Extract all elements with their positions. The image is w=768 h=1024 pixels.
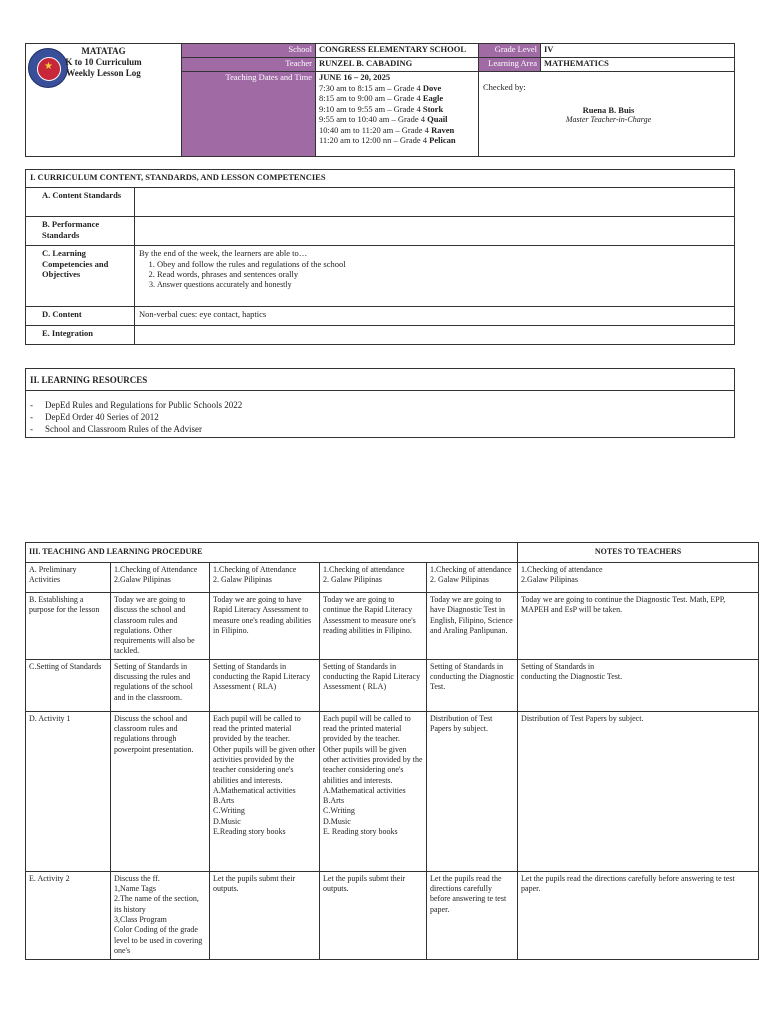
table-cell: Let the pupils read the directions carefully before answering te test paper. bbox=[518, 871, 759, 959]
competencies-intro: By the end of the week, the learners are able to… bbox=[139, 248, 308, 258]
list-item: 3. Answer questions accurately and honestly bbox=[157, 280, 730, 291]
list-item: - DepEd Order 40 Series of 2012 bbox=[30, 411, 730, 423]
checked-by-cell bbox=[479, 72, 735, 157]
schedule-grade: – Grade 4 bbox=[385, 103, 423, 114]
schedule-section: Quail bbox=[427, 114, 448, 124]
schedule-row bbox=[319, 83, 478, 94]
row-label: B. Establishing a purpose for the lesson bbox=[26, 593, 111, 660]
integration-value bbox=[135, 326, 735, 345]
content-standards-value bbox=[135, 188, 735, 217]
schedule-section: Stork bbox=[422, 103, 444, 114]
content-standards-label: A. Content Standards bbox=[26, 188, 135, 217]
list-item: 2. Read words, phrases and sentences orally bbox=[157, 269, 730, 280]
integration-label: E. Integration bbox=[26, 326, 135, 345]
table-cell: Setting of Standards in conducting the Rapid Literacy Assessment ( RLA) bbox=[320, 659, 427, 711]
schedule-grade: – Grade 4 bbox=[385, 93, 423, 103]
schedule-time: 9:55 am to 10:40 am bbox=[319, 114, 390, 124]
table-row bbox=[26, 659, 759, 711]
resources-cell bbox=[26, 391, 735, 438]
resources-list bbox=[30, 399, 730, 435]
list-item: 1. Obey and follow the rules and regulations of the school bbox=[157, 259, 730, 270]
schedule-grade: – Grade 4 bbox=[391, 135, 430, 145]
procedure-body bbox=[26, 563, 759, 960]
schedule-section: Pelican bbox=[429, 135, 456, 145]
table-cell: Discuss the school and classroom rules and regulations through powerpoint presentation. bbox=[111, 711, 210, 871]
schedule-time: 7:30 am to 8:15 am bbox=[319, 82, 386, 93]
learning-area-value: MATHEMATICS bbox=[541, 58, 735, 72]
competencies-list bbox=[139, 259, 730, 291]
checker-title: Master Teacher-in-Charge bbox=[565, 115, 652, 124]
schedule-list bbox=[319, 83, 478, 146]
schedule-grade: – Grade 4 bbox=[389, 114, 428, 124]
schedule-time: 8:15 am to 9:00 am bbox=[319, 93, 386, 103]
table-row bbox=[26, 711, 759, 871]
table-cell: 1.Checking of Attendance 2. Galaw Pilipinas bbox=[210, 563, 320, 593]
content-label: D. Content bbox=[26, 307, 135, 326]
header-title: MATATAG K to 10 Curriculum Weekly Lesson Log bbox=[65, 46, 142, 78]
schedule-grade: – Grade 4 bbox=[393, 124, 432, 135]
learning-area-label: Learning Area bbox=[479, 58, 541, 72]
teacher-label: Teacher bbox=[182, 58, 316, 72]
row-label: E. Activity 2 bbox=[26, 871, 111, 959]
competencies-label: C. Learning Competencies and Objectives bbox=[26, 246, 135, 307]
row-label: A. Preliminary Activities bbox=[26, 563, 111, 593]
table-cell: Distribution of Test Papers by subject. bbox=[427, 711, 518, 871]
table-cell: Discuss the ff. 1,Name Tags 2.The name of the section, its history 3,Class Program Color Coding of the grade level to be used in covering one's bbox=[111, 871, 210, 959]
header-table bbox=[25, 43, 735, 157]
table-cell: Setting of Standards in conducting the Diagnostic Test. bbox=[427, 659, 518, 711]
table-cell: Today we are going to discuss the school and classroom rules and regulations. Other requirements will also be tackled. bbox=[111, 593, 210, 660]
grade-level-label: Grade Level bbox=[479, 44, 541, 58]
table-cell: 1.Checking of Attendance 2.Galaw Pilipinas bbox=[111, 563, 210, 593]
schedule-time: 10:40 am to 11:20 am bbox=[319, 124, 394, 135]
teaching-dates-label: Teaching Dates and Time bbox=[182, 72, 316, 157]
table-cell: Setting of Standards in conducting the Diagnostic Test. bbox=[518, 659, 759, 711]
list-item: - DepEd Rules and Regulations for Public Schools 2022 bbox=[30, 399, 730, 411]
schedule-row bbox=[319, 114, 478, 125]
checked-by-label: Checked by: bbox=[483, 82, 526, 92]
checker-name: Ruena B. Buis bbox=[582, 104, 635, 115]
deped-seal-icon: ★ bbox=[28, 48, 68, 88]
procedure-table bbox=[25, 542, 759, 960]
table-cell: Distribution of Test Papers by subject. bbox=[518, 711, 759, 871]
table-row bbox=[26, 563, 759, 593]
schedule-time: 11:20 am to 12:00 nn bbox=[319, 135, 392, 145]
curriculum-table bbox=[25, 169, 735, 345]
performance-standards-label: B. Performance Standards bbox=[26, 217, 135, 246]
schedule-section: Eagle bbox=[422, 93, 444, 103]
schedule-time: 9:10 am to 9:55 am bbox=[319, 103, 386, 114]
header-logo-cell bbox=[26, 44, 182, 157]
competencies-value bbox=[135, 246, 735, 307]
school-value: CONGRESS ELEMENTARY SCHOOL bbox=[316, 44, 479, 58]
table-cell: Setting of Standards in conducting the Rapid Literacy Assessment ( RLA) bbox=[210, 659, 320, 711]
section1-title: I. CURRICULUM CONTENT, STANDARDS, AND LESSON COMPETENCIES bbox=[26, 170, 735, 188]
table-cell: 1.Checking of attendance 2.Galaw Pilipinas bbox=[518, 563, 759, 593]
table-cell: Each pupil will be called to read the printed material provided by the teacher. Other pupils will be given other activities provided by the teacher considering one's abilities and interests. A.Mathematical activities B.Arts C.Writing D.Music E.Reading story books bbox=[210, 711, 320, 871]
table-cell: Today we are going to continue the Rapid Literacy Assessment to measure one's reading abilities in Filipino. bbox=[320, 593, 427, 660]
table-cell: 1.Checking of attendance 2. Galaw Pilipinas bbox=[320, 563, 427, 593]
table-row bbox=[26, 593, 759, 660]
schedule-row bbox=[319, 125, 478, 136]
schedule-section: Raven bbox=[431, 124, 455, 135]
schedule-row bbox=[319, 135, 478, 146]
schedule-grade: – Grade 4 bbox=[385, 82, 423, 93]
teaching-dates-value: JUNE 16 – 20, 2025 bbox=[319, 72, 391, 82]
schedule-section: Dove bbox=[422, 82, 442, 93]
table-cell: Today we are going to have Rapid Literacy Assessment to measure one's reading abilities in Filipino. bbox=[210, 593, 320, 660]
row-label: D. Activity 1 bbox=[26, 711, 111, 871]
resources-table bbox=[25, 368, 735, 438]
performance-standards-value bbox=[135, 217, 735, 246]
section2-title: II. LEARNING RESOURCES bbox=[26, 369, 735, 391]
table-cell: Today we are going to continue the Diagnostic Test. Math, EPP, MAPEH and EsP will be taken. bbox=[518, 593, 759, 660]
table-cell: Let the pupils read the directions carefully before answering te test paper. bbox=[427, 871, 518, 959]
table-cell: Each pupil will be called to read the printed material provided by the teacher. Other pupils will be given other activities provided by the teacher considering one's abilities and interests. A.Mathematical activities B.Arts C.Writing D.Music E. Reading story books bbox=[320, 711, 427, 871]
content-value: Non-verbal cues: eye contact, haptics bbox=[135, 307, 735, 326]
table-cell: Let the pupils submt their outputs. bbox=[210, 871, 320, 959]
section3-title: III. TEACHING AND LEARNING PROCEDURE bbox=[26, 543, 518, 563]
table-cell: 1.Checking of attendance 2. Galaw Pilipinas bbox=[427, 563, 518, 593]
school-label: School bbox=[182, 44, 316, 58]
table-cell: Let the pupils submt their outputs. bbox=[320, 871, 427, 959]
table-row bbox=[26, 871, 759, 959]
table-cell: Today we are going to have Diagnostic Test in English, Filipino, Science and Araling Panlipunan. bbox=[427, 593, 518, 660]
schedule-row bbox=[319, 93, 478, 104]
row-label: C.Setting of Standards bbox=[26, 659, 111, 711]
grade-level-value: IV bbox=[541, 44, 735, 58]
schedule-row bbox=[319, 104, 478, 115]
table-cell: Setting of Standards in discussing the rules and regulations of the school and in the classroom. bbox=[111, 659, 210, 711]
list-item: - School and Classroom Rules of the Adviser bbox=[30, 423, 730, 435]
teacher-value: RUNZEL B. CABADING bbox=[316, 58, 479, 72]
notes-title: NOTES TO TEACHERS bbox=[518, 543, 759, 563]
schedule-cell bbox=[316, 72, 479, 157]
